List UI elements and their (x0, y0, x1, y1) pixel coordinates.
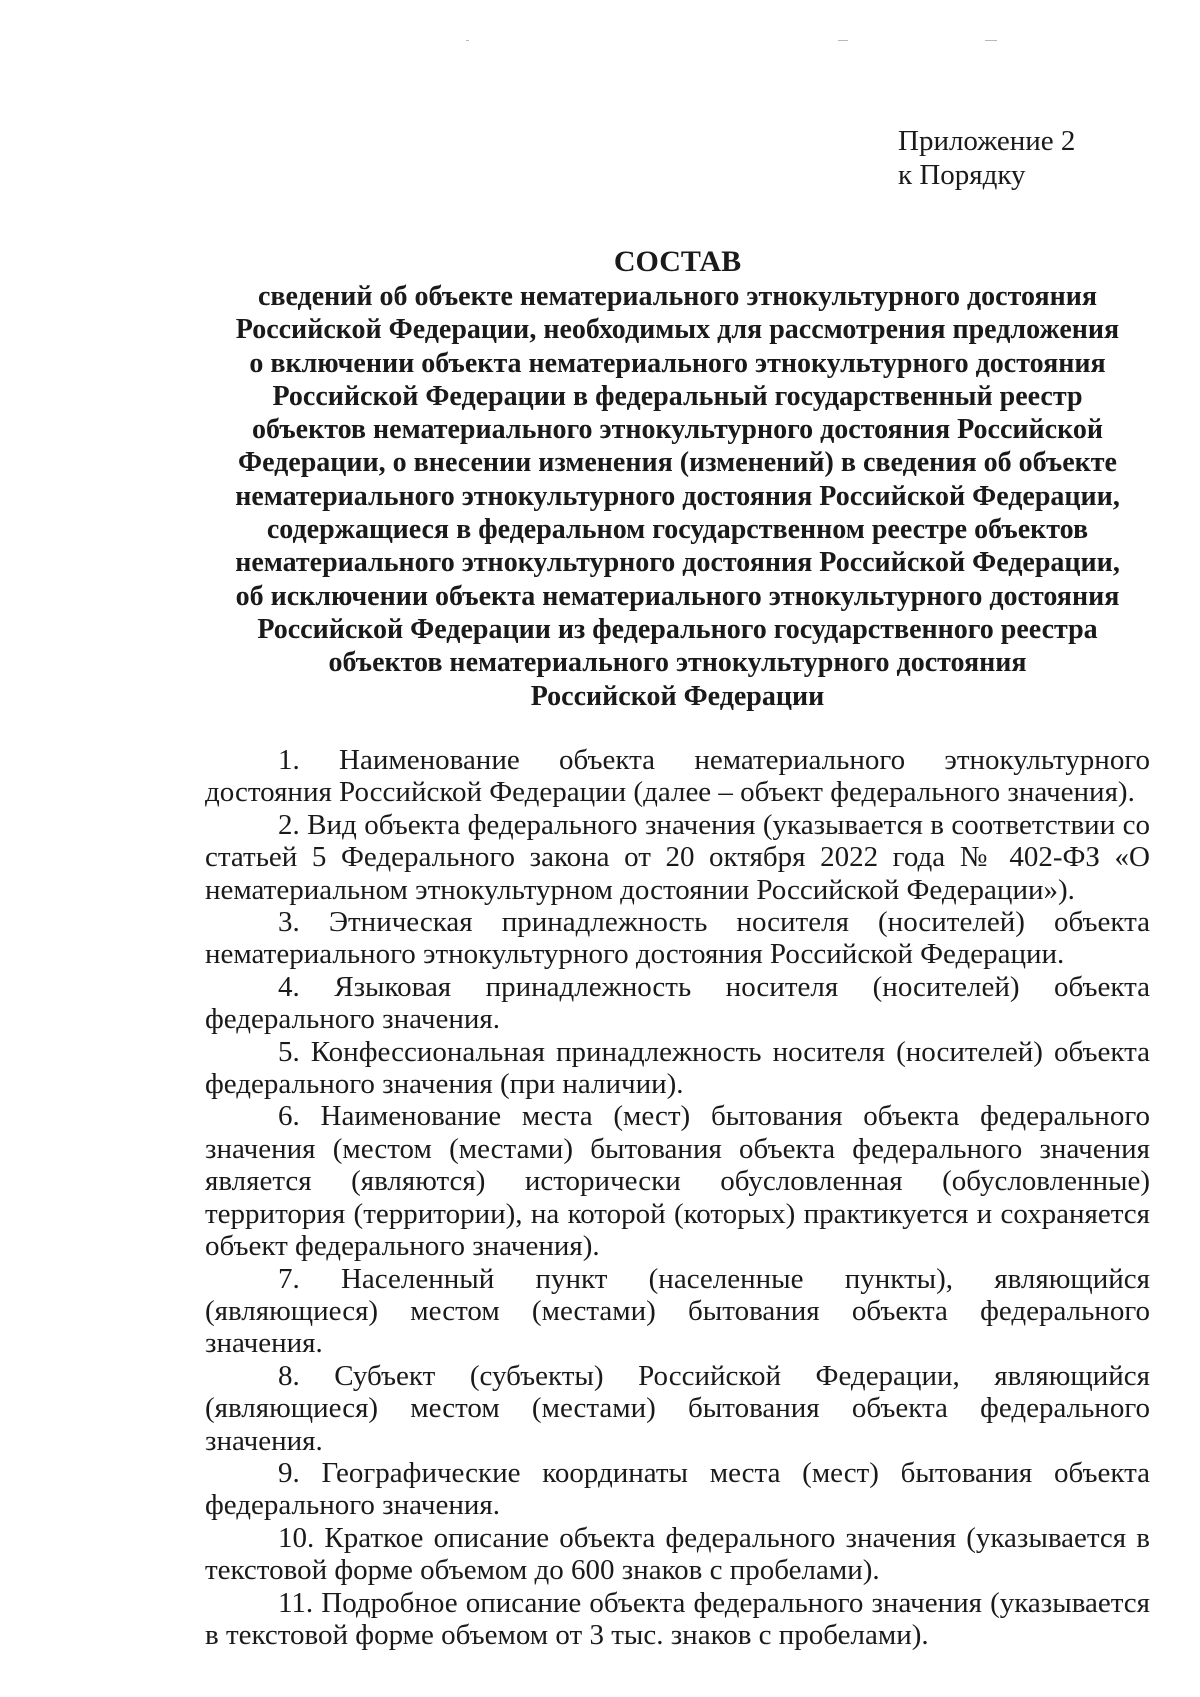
list-item-8: 8. Субъект (субъекты) Российской Федерации, являющийся (являющиеся) местом (местами) бытования объекта федерального значения. (205, 1359, 1150, 1457)
title-line: о включении объекта нематериального этнокультурного достояния (249, 347, 1106, 379)
scan-speck (985, 40, 997, 41)
list-item-1: 1. Наименование объекта нематериального этнокультурного достояния Российской Федерации (далее – объект федерального значения). (205, 744, 1150, 809)
title-line: содержащиеся в федеральном государственном реестре объектов (266, 514, 1089, 546)
appendix-reference (898, 124, 1075, 192)
document-title (205, 245, 1150, 713)
list-item-4: 4. Языковая принадлежность носителя (носителей) объекта федерального значения. (205, 970, 1150, 1036)
title-line: Российской Федерации в федеральный государственный реестр (272, 380, 1083, 412)
appendix-target: к Порядку (898, 159, 1026, 191)
list-item-6: 6. Наименование места (мест) бытования объекта федерального значения (местом (местами) бытования объекта федерального значения является (являются) исторически обусловленная (обусловленные) территория (территории), на которой (которых) практикуется и сохраняется объект федерального значения). (205, 1100, 1150, 1263)
title-line: Российской Федерации (530, 680, 825, 712)
appendix-number: Приложение 2 (898, 125, 1076, 157)
list-item-3: 3. Этническая принадлежность носителя (носителей) объекта нематериального этнокультурного достояния Российской Федерации. (205, 906, 1150, 971)
list-item-5: 5. Конфессиональная принадлежность носителя (носителей) объекта федерального значения (при наличии). (205, 1035, 1150, 1101)
list-item-2: 2. Вид объекта федерального значения (указывается в соответствии со статьей 5 Федерального закона от 20 октября 2022 года № 402-ФЗ «О нематериальном этнокультурном достоянии Российской Федерации»). (205, 808, 1150, 906)
scan-speck (838, 40, 848, 41)
title-line: объектов нематериального этнокультурного достояния Российской (252, 414, 1103, 446)
list-item-7: 7. Населенный пункт (населенные пункты), являющийся (являющиеся) местом (местами) бытования объекта федерального значения. (205, 1262, 1150, 1360)
title-line: нематериального этнокультурного достояния Российской Федерации, (235, 480, 1120, 512)
title-line: Российской Федерации, необходимых для рассмотрения предложения (235, 314, 1120, 346)
title-heading: СОСТАВ (613, 245, 742, 278)
items-list (205, 744, 1150, 1651)
title-line: об исключении объекта нематериального этнокультурного достояния (235, 580, 1120, 612)
list-item-9: 9. Географические координаты места (мест) бытования объекта федерального значения. (205, 1456, 1150, 1522)
list-item-10: 10. Краткое описание объекта федерального значения (указывается в текстовой форме объемом до 600 знаков с пробелами). (205, 1521, 1150, 1587)
scan-speck (466, 40, 469, 41)
title-line: Российской Федерации из федерального государственного реестра (257, 613, 1098, 645)
title-line: объектов нематериального этнокультурного достояния (328, 647, 1027, 679)
list-item-11: 11. Подробное описание объекта федерального значения (указывается в текстовой форме объемом от 3 тыс. знаков с пробелами). (205, 1586, 1150, 1651)
title-line: Федерации, о внесении изменения (изменений) в сведения об объекте (238, 447, 1117, 479)
title-line: сведений об объекте нематериального этнокультурного достояния (257, 281, 1098, 312)
title-line: нематериального этнокультурного достояния Российской Федерации, (235, 547, 1120, 579)
